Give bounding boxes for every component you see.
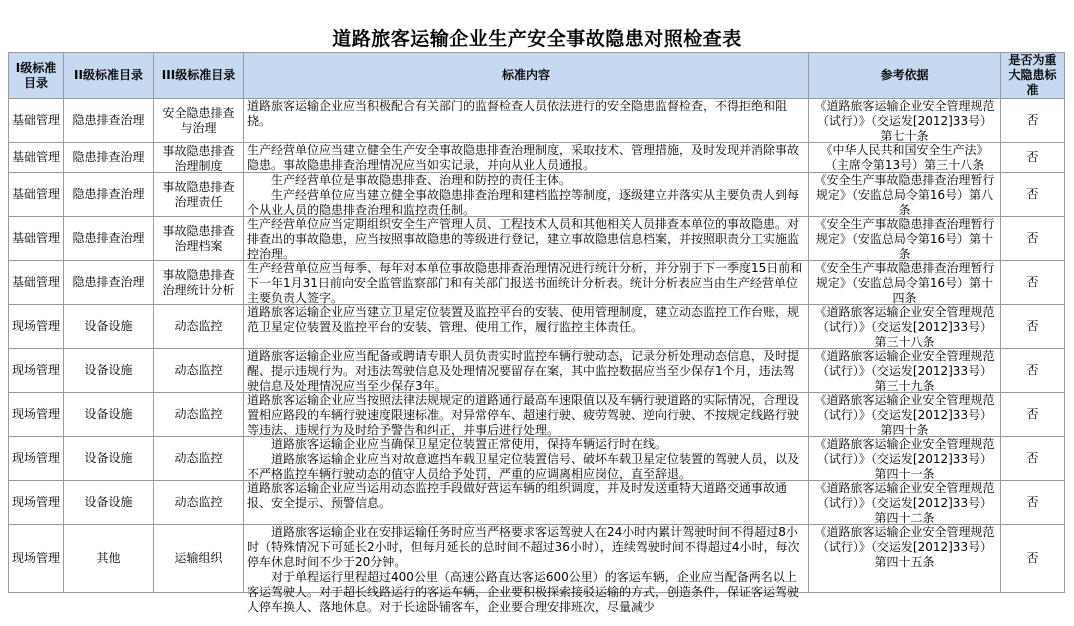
level3-cell (154, 173, 244, 217)
level1-cell-text: 基础管理 (12, 113, 61, 127)
level3-cell (154, 261, 244, 305)
checklist-table (8, 52, 1065, 614)
content-cell (244, 525, 809, 614)
level1-cell (9, 437, 64, 481)
level2-cell-text: 隐患排查治理 (72, 150, 145, 164)
level1-cell-text: 现场管理 (12, 451, 61, 465)
reference-text: 《道路旅客运输企业安全管理规范（试行）》（交运发[2012]33号）第七十条 (814, 99, 995, 143)
level2-cell-text: 设备设施 (84, 495, 133, 509)
major-hazard-cell (1001, 99, 1065, 143)
level1-cell-text: 现场管理 (12, 495, 61, 509)
content-paragraph: 道路旅客运输企业应当建立卫星定位装置及监控平台的安装、使用管理制度，建立动态监控工作台账，规范卫星定位装置及监控平台的安装、管理、使用工作，履行监控主体责任。 (247, 305, 800, 334)
content-cell (244, 349, 809, 393)
level2-cell (64, 525, 154, 593)
content-cell (244, 261, 809, 305)
level3-cell (154, 525, 244, 593)
col-header-content: 标准内容 (244, 53, 809, 99)
level2-cell (64, 349, 154, 393)
level2-cell-text: 设备设施 (84, 319, 133, 333)
major-hazard-cell (1001, 393, 1065, 437)
major-hazard-cell (1001, 143, 1065, 173)
level3-cell (154, 99, 244, 143)
page-title: 道路旅客运输企业生产安全事故隐患对照检查表 (332, 28, 742, 50)
major-hazard-value: 否 (1026, 319, 1039, 333)
reference-cell (809, 481, 1001, 525)
level1-cell (9, 99, 64, 143)
level1-cell (9, 173, 64, 217)
content-cell (244, 305, 809, 349)
content-paragraph: 生产经营单位应当建立健全生产安全事故隐患排查治理制度，采取技术、管理措施，及时发现并消除事故隐患。事故隐患排查治理情况应当如实记录，并向从业人员通报。 (247, 143, 800, 172)
content-paragraph: 生产经营单位应当每季、每年对本单位事故隐患排查治理情况进行统计分析，并分别于下一季度15日前和下一年1月31日前向安全监管监察部门和有关部门报送书面统计分析表。统计分析表应当由生产经营单位主要负责人签字。 (247, 261, 803, 305)
reference-text: 《道路旅客运输企业安全管理规范（试行）》（交运发[2012]33号）第三十九条 (814, 349, 995, 393)
level2-cell (64, 481, 154, 525)
table-row (9, 143, 1065, 173)
level2-cell-text: 设备设施 (84, 407, 133, 421)
level2-cell (64, 393, 154, 437)
level1-cell (9, 261, 64, 305)
content-paragraph: 道路旅客运输企业应当积极配合有关部门的监督检查人员依法进行的安全隐患监督检查，不得拒绝和阻挠。 (247, 99, 788, 128)
reference-text: 《道路旅客运输企业安全管理规范（试行）》（交运发[2012]33号）第三十八条 (814, 305, 995, 349)
reference-cell (809, 437, 1001, 481)
level3-cell-text: 动态监控 (174, 363, 223, 377)
major-hazard-cell (1001, 173, 1065, 217)
content-paragraph: 生产经营单位应当建立健全事故隐患排查治理和建档监控等制度，逐级建立并落实从主要负责人到每个从业人员的隐患排查治理和监控责任制。 (247, 188, 800, 217)
major-hazard-cell (1001, 217, 1065, 261)
table-row (9, 393, 1065, 437)
level3-cell (154, 305, 244, 349)
major-hazard-cell (1001, 349, 1065, 393)
table-row (9, 437, 1065, 481)
level3-cell-text: 运输组织 (174, 551, 223, 565)
reference-text: 《道路旅客运输企业安全管理规范（试行）》（交运发[2012]33号）第四十条 (814, 393, 995, 437)
content-paragraph: 道路旅客运输企业应当对故意遮挡车载卫星定位装置信号、破坏车载卫星定位装置的驾驶人员，以及不严格监控车辆行驶动态的值守人员给予处罚，严重的应调离相应岗位，直至辞退。 (247, 452, 800, 481)
reference-cell (809, 143, 1001, 173)
major-hazard-cell (1001, 305, 1065, 349)
col-header-major-hazard: 是否为重大隐患标准 (1001, 53, 1065, 99)
table-row (9, 525, 1065, 593)
level2-cell-text: 设备设施 (84, 451, 133, 465)
content-cell (244, 99, 809, 143)
level1-cell (9, 217, 64, 261)
col-header-reference: 参考依据 (809, 53, 1001, 99)
major-hazard-cell (1001, 525, 1065, 593)
content-cell (244, 143, 809, 173)
reference-cell (809, 173, 1001, 217)
major-hazard-value: 否 (1026, 451, 1039, 465)
level2-cell-text: 其他 (96, 551, 121, 565)
level3-cell-text: 事故隐患排查治理责任 (162, 179, 235, 209)
major-hazard-value: 否 (1026, 187, 1039, 201)
table-row (9, 481, 1065, 525)
level2-cell-text: 隐患排查治理 (72, 187, 145, 201)
content-cell (244, 173, 809, 217)
major-hazard-value: 否 (1026, 363, 1039, 377)
level2-cell-text: 设备设施 (84, 363, 133, 377)
major-hazard-cell (1001, 261, 1065, 305)
major-hazard-value: 否 (1026, 150, 1039, 164)
reference-cell (809, 393, 1001, 437)
table-row (9, 99, 1065, 143)
content-paragraph: 对于单程运行里程超过400公里（高速公路直达客运600公里）的客运车辆，企业应当配备两名以上客运驾驶人。对于超长线路运行的客运车辆，企业要积极探索接驳运输的方式，创造条件，保证客运驾驶人停车换人、落地休息。对于长途卧铺客车，企业要合理安排班次，尽量减少 (247, 570, 800, 614)
col-header-level2: II级标准目录 (64, 53, 154, 99)
table-row (9, 217, 1065, 261)
reference-text: 《安全生产事故隐患排查治理暂行规定》（安监总局令第16号）第十条 (814, 217, 995, 261)
content-paragraph: 生产经营单位应当定期组织安全生产管理人员、工程技术人员和其他相关人员排查本单位的事故隐患。对排查出的事故隐患，应当按照事故隐患的等级进行登记，建立事故隐患信息档案，并按照职责分工实施监控治理。 (247, 217, 800, 261)
table-row (9, 173, 1065, 217)
reference-cell (809, 99, 1001, 143)
reference-text: 《安全生产事故隐患排查治理暂行规定》（安监总局令第16号）第八条 (814, 173, 995, 217)
reference-cell (809, 305, 1001, 349)
major-hazard-value: 否 (1026, 231, 1039, 245)
level3-cell-text: 事故隐患排查治理统计分析 (162, 267, 235, 297)
level2-cell (64, 261, 154, 305)
content-paragraph: 道路旅客运输企业应当运用动态监控手段做好营运车辆的组织调度，并及时发送重特大道路交通事故通报、安全提示、预警信息。 (247, 481, 788, 510)
level3-cell-text: 动态监控 (174, 319, 223, 333)
reference-text: 《道路旅客运输企业安全管理规范（试行）》（交运发[2012]33号）第四十一条 (814, 437, 995, 481)
level2-cell (64, 99, 154, 143)
table-row (9, 305, 1065, 349)
content-paragraph: 道路旅客运输企业应当按照法律法规规定的道路通行最高车速限值以及车辆行驶道路的实际情况，合理设置相应路段的车辆行驶速度限速标准。对异常停车、超速行驶、疲劳驾驶、逆向行驶、不按规定线路行驶等违法、违规行为及时给予警告和纠正，并事后进行处理。 (247, 393, 800, 437)
level2-cell (64, 437, 154, 481)
content-paragraph: 道路旅客运输企业应当确保卫星定位装置正常使用，保持车辆运行时在线。 (271, 437, 668, 451)
level1-cell (9, 393, 64, 437)
content-paragraph: 道路旅客运输企业应当配备或聘请专职人员负责实时监控车辆行驶动态，记录分析处理动态信息，及时提醒、提示违规行为。对违法驾驶信息及处理情况要留存在案，其中监控数据应当至少保存1个月，违法驾驶信息及处理情况应当至少保存3年。 (247, 349, 800, 393)
reference-cell (809, 349, 1001, 393)
level3-cell (154, 217, 244, 261)
level3-cell-text: 安全隐患排查与治理 (162, 105, 235, 135)
level3-cell-text: 事故隐患排查治理档案 (162, 223, 235, 253)
level1-cell-text: 现场管理 (12, 363, 61, 377)
level3-cell (154, 481, 244, 525)
major-hazard-value: 否 (1026, 113, 1039, 127)
reference-text: 《道路旅客运输企业安全管理规范（试行）》（交运发[2012]33号）第四十二条 (814, 481, 995, 525)
level1-cell (9, 525, 64, 593)
level2-cell-text: 隐患排查治理 (72, 113, 145, 127)
level2-cell-text: 隐患排查治理 (72, 275, 145, 289)
major-hazard-value: 否 (1026, 407, 1039, 421)
major-hazard-cell (1001, 437, 1065, 481)
col-header-level3: III级标准目录 (154, 53, 244, 99)
level3-cell-text: 动态监控 (174, 495, 223, 509)
reference-text: 《安全生产事故隐患排查治理暂行规定》（安监总局令第16号）第十四条 (814, 261, 995, 305)
level2-cell (64, 217, 154, 261)
content-cell (244, 393, 809, 437)
major-hazard-value: 否 (1026, 495, 1039, 509)
col-header-level1: I级标准目录 (9, 53, 64, 99)
major-hazard-value: 否 (1026, 275, 1039, 289)
content-cell (244, 217, 809, 261)
level3-cell (154, 393, 244, 437)
level3-cell (154, 143, 244, 173)
level1-cell-text: 现场管理 (12, 407, 61, 421)
level2-cell-text: 隐患排查治理 (72, 231, 145, 245)
reference-cell (809, 261, 1001, 305)
reference-cell (809, 525, 1001, 593)
level2-cell (64, 143, 154, 173)
level1-cell (9, 481, 64, 525)
content-cell (244, 437, 809, 481)
content-paragraph: 生产经营单位是事故隐患排查、治理和防控的责任主体。 (271, 173, 572, 187)
content-paragraph: 道路旅客运输企业在安排运输任务时应当严格要求客运驾驶人在24小时内累计驾驶时间不得超过8小时（特殊情况下可延长2小时，但每月延长的总时间不超过36小时），连续驾驶时间不得超过4小时，每次停车休息时间不少于20分钟。 (247, 525, 800, 569)
level2-cell (64, 173, 154, 217)
major-hazard-value: 否 (1026, 551, 1039, 565)
content-cell (244, 481, 809, 525)
reference-text: 《中华人民共和国安全生产法》（主席令第13号）第三十八条 (820, 143, 989, 172)
level3-cell (154, 349, 244, 393)
level1-cell-text: 基础管理 (12, 275, 61, 289)
level1-cell (9, 305, 64, 349)
table-row (9, 349, 1065, 393)
level1-cell (9, 349, 64, 393)
level3-cell-text: 动态监控 (174, 451, 223, 465)
reference-text: 《道路旅客运输企业安全管理规范（试行）》（交运发[2012]33号）第四十五条 (814, 525, 995, 569)
level1-cell-text: 现场管理 (12, 319, 61, 333)
level1-cell-text: 基础管理 (12, 231, 61, 245)
table-row (9, 261, 1065, 305)
level2-cell (64, 305, 154, 349)
level1-cell-text: 现场管理 (12, 551, 61, 565)
level3-cell-text: 动态监控 (174, 407, 223, 421)
major-hazard-cell (1001, 481, 1065, 525)
header-row (9, 53, 1065, 99)
level3-cell-text: 事故隐患排查治理制度 (162, 143, 235, 173)
reference-cell (809, 217, 1001, 261)
level1-cell-text: 基础管理 (12, 150, 61, 164)
level1-cell-text: 基础管理 (12, 187, 61, 201)
level3-cell (154, 437, 244, 481)
level1-cell (9, 143, 64, 173)
